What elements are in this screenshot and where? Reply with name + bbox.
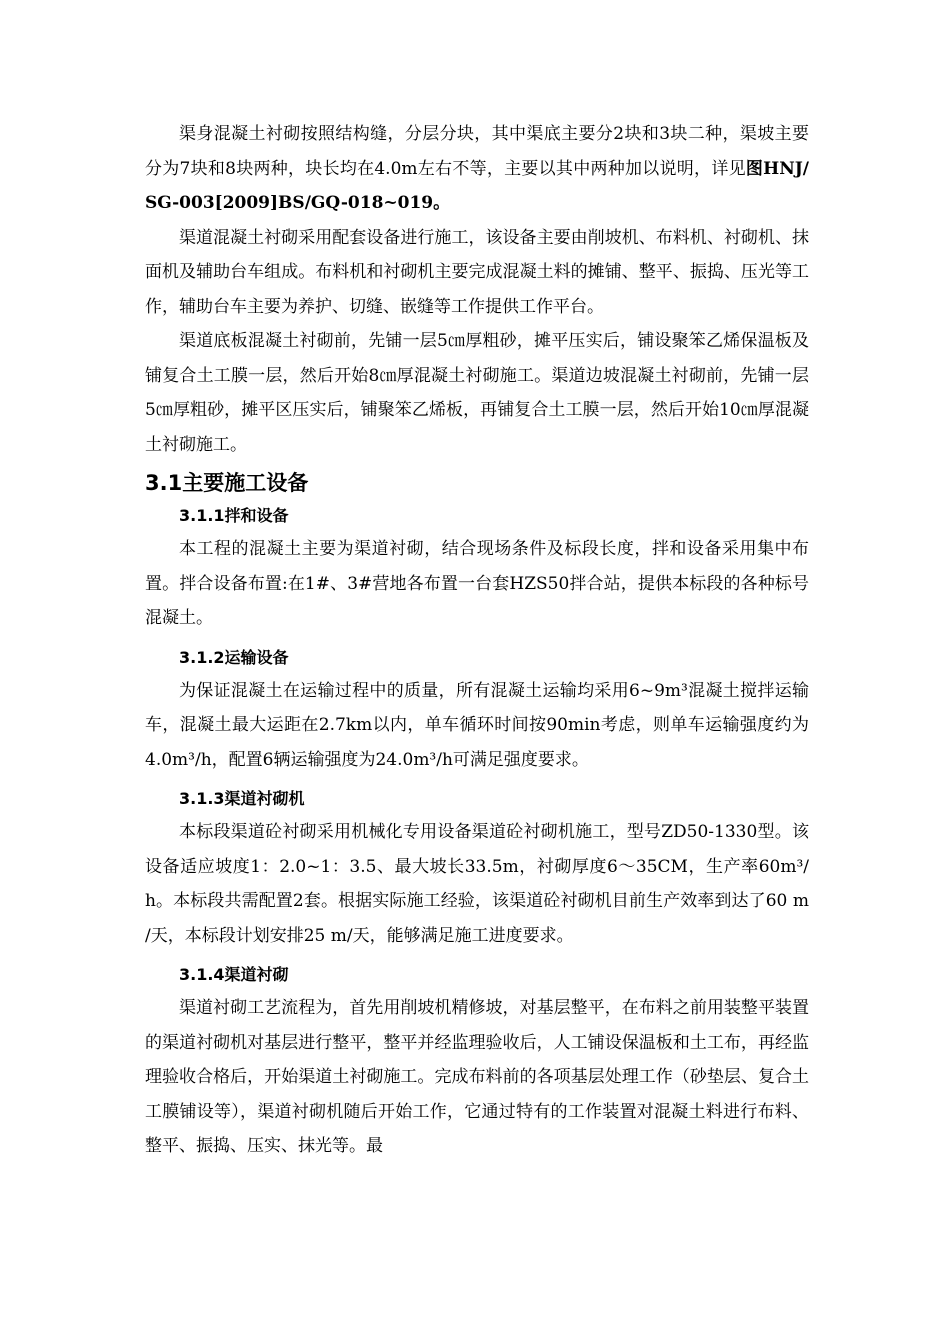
document-body (145, 117, 809, 1164)
intro-paragraph-3: 渠道底板混凝土衬砌前，先铺一层5㎝厚粗砂，摊平压实后，铺设聚笨乙烯保温板及铺复合土工膜一层，然后开始8㎝厚混凝土衬砌施工。渠道边坡混凝土衬砌前，先铺一层5㎝厚粗砂，摊平区压实后，铺聚笨乙烯板，再铺复合土工膜一层，然后开始10㎝厚混凝土衬砌施工。 (145, 331, 809, 455)
intro-paragraph-1-text: 渠身混凝土衬砌按照结构缝，分层分块，其中渠底主要分2块和3块二种，渠坡主要分为7块和8块两种，块长均在4.0m左右不等，主要以其中两种加以说明，详见 (145, 124, 809, 179)
subsection-text-lining-machine: 本标段渠道砼衬砌采用机械化专用设备渠道砼衬砌机施工，型号ZD50-1330型。该设备适应坡度1：2.0~1：3.5、最大坡长33.5m，衬砌厚度6～35CM，生产率60m³/h。本标段共需配置2套。根据实际施工经验，该渠道砼衬砌机目前生产效率到达了60 m /天，本标段计划安排25 m/天，能够满足施工进度要求。 (145, 822, 809, 946)
spacer (145, 462, 809, 464)
subsection-heading-lining: 3.1.4渠道衬砌 (179, 965, 289, 984)
subsection-heading-lining-machine: 3.1.3渠道衬砌机 (179, 789, 305, 808)
section-heading: 3.1主要施工设备 (145, 471, 309, 495)
subsection-text-lining: 渠道衬砌工艺流程为，首先用削坡机精修坡，对基层整平，在布料之前用装整平装置的渠道衬砌机对基层进行整平，整平并经监理验收后，人工铺设保温板和土工布，再经监理验收合格后，开始渠道土衬砌施工。完成布料前的各项基层处理工作（砂垫层、复合土工膜铺设等），渠道衬砌机随后开始工作，它通过特有的工作装置对混凝土料进行布料、整平、振捣、压实、抹光等。最 (145, 998, 809, 1156)
subsection-text-mixing: 本工程的混凝土主要为渠道衬砌，结合现场条件及标段长度，拌和设备采用集中布置。拌合设备布置:在1#、3#营地各布置一台套HZS50拌合站，提供本标段的各种标号混凝土。 (145, 539, 809, 628)
subsection-heading-transport: 3.1.2运输设备 (179, 647, 289, 667)
intro-paragraph-2: 渠道混凝土衬砌采用配套设备进行施工，该设备主要由削坡机、布料机、衬砌机、抹面机及辅助台车组成。布料机和衬砌机主要完成混凝土料的摊铺、整平、振捣、压光等工作，辅助台车主要为养护、切缝、嵌缝等工作提供工作平台。 (145, 227, 809, 317)
subsection-heading-mixing: 3.1.1拌和设备 (179, 506, 289, 525)
subsection-text-transport: 为保证混凝土在运输过程中的质量，所有混凝土运输均采用6~9m³混凝土搅拌运输车，混凝土最大运距在2.7km以内，单车循环时间按90min考虑，则单车运输强度约为4.0m³/h，配置6辆运输强度为24.0m³/h可满足强度要求。 (145, 680, 809, 770)
drawing-reference: 图HNJ/SG-003[2009]BS/GQ-018~019。 (145, 158, 809, 213)
intro-paragraph-1 (145, 117, 809, 221)
